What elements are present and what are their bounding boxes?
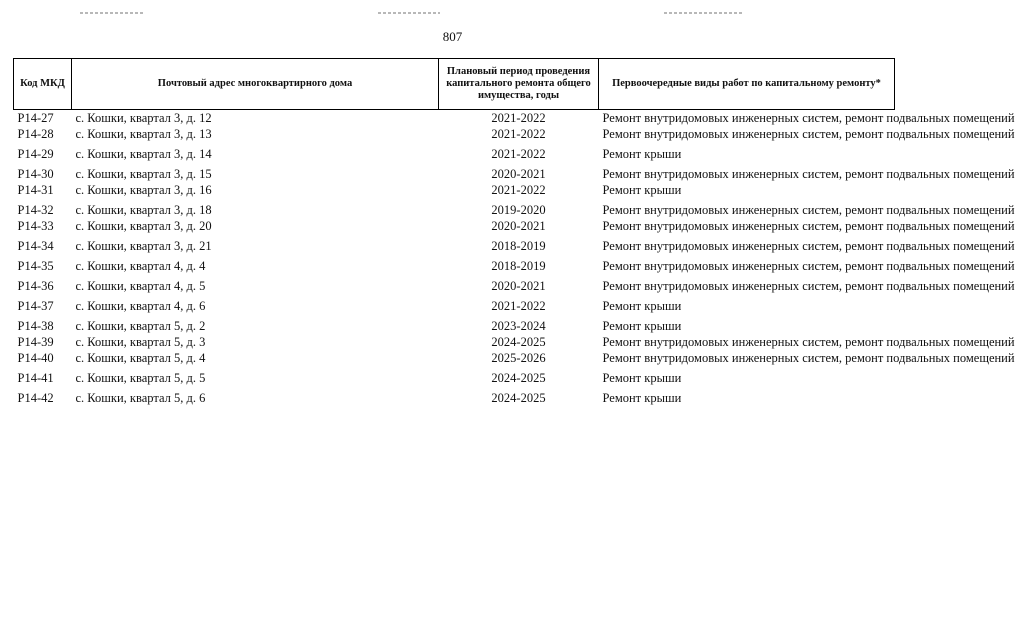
table-row bbox=[14, 182, 895, 202]
header-works: Первоочередные виды работ по капитальному ремонту* bbox=[599, 59, 895, 110]
row-period: 2021-2022 bbox=[491, 127, 546, 141]
table-row bbox=[14, 390, 895, 406]
row-code: Р14-37 bbox=[17, 299, 54, 313]
row-code: Р14-34 bbox=[17, 239, 54, 253]
row-code: Р14-27 bbox=[17, 111, 54, 125]
row-period: 2024-2025 bbox=[491, 371, 546, 385]
row-period: 2025-2026 bbox=[491, 351, 546, 365]
table-body bbox=[14, 110, 1015, 407]
row-works: Ремонт внутридомовых инженерных систем, ремонт подвальных помещений bbox=[602, 167, 1015, 181]
header-address: Почтовый адрес многоквартирного дома bbox=[72, 59, 439, 110]
row-period: 2020-2021 bbox=[491, 219, 546, 233]
header-code: Код МКД bbox=[14, 59, 72, 110]
table-row bbox=[14, 258, 895, 278]
row-period: 2020-2021 bbox=[491, 279, 546, 293]
table-row bbox=[14, 146, 895, 166]
row-code: Р14-32 bbox=[17, 203, 54, 217]
row-address: с. Кошки, квартал 3, д. 18 bbox=[75, 203, 212, 217]
page-number: 807 bbox=[442, 29, 463, 44]
row-period: 2018-2019 bbox=[491, 259, 546, 273]
row-code: Р14-38 bbox=[17, 319, 54, 333]
row-period: 2020-2021 bbox=[491, 167, 546, 181]
row-works: Ремонт внутридомовых инженерных систем, ремонт подвальных помещений bbox=[602, 351, 1015, 365]
row-works: Ремонт внутридомовых инженерных систем, ремонт подвальных помещений bbox=[602, 219, 1015, 233]
row-works: Ремонт внутридомовых инженерных систем, ремонт подвальных помещений bbox=[602, 127, 1015, 141]
row-address: с. Кошки, квартал 3, д. 12 bbox=[75, 111, 212, 125]
row-works: Ремонт внутридомовых инженерных систем, ремонт подвальных помещений bbox=[602, 239, 1015, 253]
row-period: 2019-2020 bbox=[491, 203, 546, 217]
row-period: 2021-2022 bbox=[491, 111, 546, 125]
table-row bbox=[14, 350, 895, 370]
table-row bbox=[14, 298, 895, 318]
row-code: Р14-31 bbox=[17, 183, 54, 197]
table-row bbox=[14, 202, 895, 218]
row-code: Р14-41 bbox=[17, 371, 54, 385]
repair-schedule-table bbox=[13, 58, 1015, 406]
row-period: 2021-2022 bbox=[491, 299, 546, 313]
row-code: Р14-39 bbox=[17, 335, 54, 349]
row-period: 2021-2022 bbox=[491, 183, 546, 197]
row-period: 2021-2022 bbox=[491, 147, 546, 161]
row-address: с. Кошки, квартал 3, д. 13 bbox=[75, 127, 212, 141]
row-works: Ремонт крыши bbox=[602, 183, 682, 197]
row-works: Ремонт крыши bbox=[602, 391, 682, 405]
row-works: Ремонт внутридомовых инженерных систем, ремонт подвальных помещений bbox=[602, 111, 1015, 125]
row-works: Ремонт внутридомовых инженерных систем, ремонт подвальных помещений bbox=[602, 279, 1015, 293]
scan-artifacts bbox=[0, 8, 905, 16]
row-code: Р14-29 bbox=[17, 147, 54, 161]
row-works: Ремонт крыши bbox=[602, 147, 682, 161]
row-address: с. Кошки, квартал 5, д. 2 bbox=[75, 319, 206, 333]
row-works: Ремонт внутридомовых инженерных систем, ремонт подвальных помещений bbox=[602, 203, 1015, 217]
table-row bbox=[14, 334, 895, 350]
row-works: Ремонт крыши bbox=[602, 371, 682, 385]
row-code: Р14-36 bbox=[17, 279, 54, 293]
header-period: Плановый период проведения капитального ремонта общего имущества, годы bbox=[439, 59, 599, 110]
row-code: Р14-33 bbox=[17, 219, 54, 233]
row-address: с. Кошки, квартал 3, д. 20 bbox=[75, 219, 212, 233]
row-period: 2024-2025 bbox=[491, 335, 546, 349]
row-address: с. Кошки, квартал 4, д. 4 bbox=[75, 259, 206, 273]
row-address: с. Кошки, квартал 4, д. 6 bbox=[75, 299, 206, 313]
row-address: с. Кошки, квартал 5, д. 3 bbox=[75, 335, 206, 349]
row-address: с. Кошки, квартал 4, д. 5 bbox=[75, 279, 206, 293]
row-works: Ремонт внутридомовых инженерных систем, ремонт подвальных помещений bbox=[602, 259, 1015, 273]
row-works: Ремонт крыши bbox=[602, 299, 682, 313]
row-code: Р14-35 bbox=[17, 259, 54, 273]
row-works: Ремонт крыши bbox=[602, 319, 682, 333]
row-period: 2023-2024 bbox=[491, 319, 546, 333]
table-header-row bbox=[14, 59, 895, 110]
table-row bbox=[14, 278, 895, 298]
table-row bbox=[14, 318, 895, 334]
table-row bbox=[14, 110, 895, 127]
row-address: с. Кошки, квартал 3, д. 15 bbox=[75, 167, 212, 181]
row-address: с. Кошки, квартал 5, д. 4 bbox=[75, 351, 206, 365]
row-address: с. Кошки, квартал 3, д. 14 bbox=[75, 147, 212, 161]
row-code: Р14-40 bbox=[17, 351, 54, 365]
row-code: Р14-42 bbox=[17, 391, 54, 405]
table-row bbox=[14, 238, 895, 258]
table-row bbox=[14, 218, 895, 238]
row-address: с. Кошки, квартал 3, д. 16 bbox=[75, 183, 212, 197]
row-works: Ремонт внутридомовых инженерных систем, ремонт подвальных помещений bbox=[602, 335, 1015, 349]
row-code: Р14-30 bbox=[17, 167, 54, 181]
table-row bbox=[14, 370, 895, 390]
table-row bbox=[14, 166, 895, 182]
row-code: Р14-28 bbox=[17, 127, 54, 141]
table-row bbox=[14, 126, 895, 146]
row-address: с. Кошки, квартал 5, д. 6 bbox=[75, 391, 206, 405]
row-address: с. Кошки, квартал 3, д. 21 bbox=[75, 239, 212, 253]
row-address: с. Кошки, квартал 5, д. 5 bbox=[75, 371, 206, 385]
row-period: 2018-2019 bbox=[491, 239, 546, 253]
row-period: 2024-2025 bbox=[491, 391, 546, 405]
